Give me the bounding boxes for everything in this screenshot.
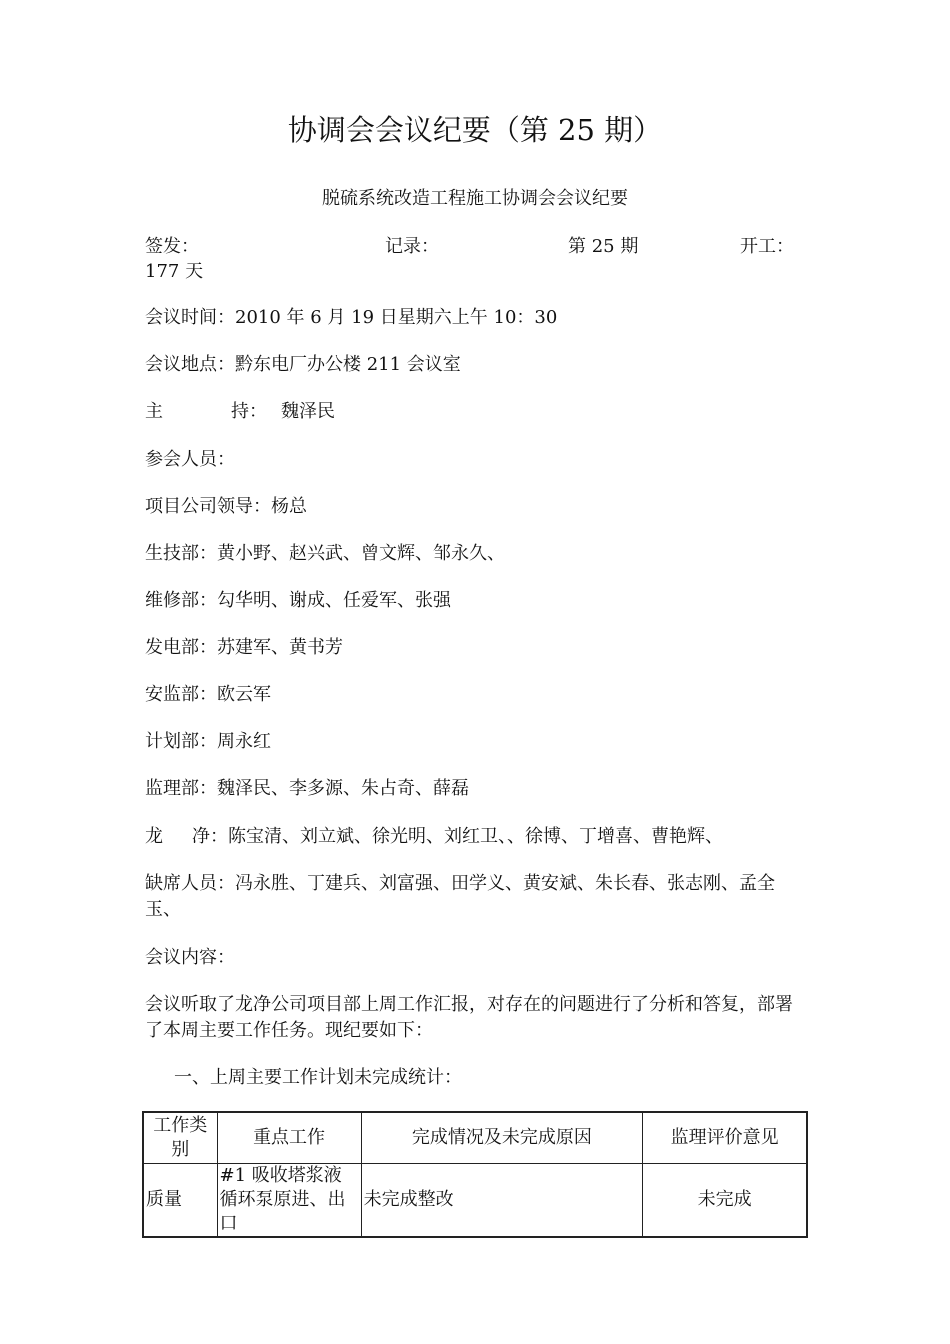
header-cell: 完成情况及未完成原因 [361, 1112, 643, 1164]
meeting-place: 会议地点：黔东电厂办公楼 211 会议室 [145, 354, 461, 375]
table-cell: 质量 [143, 1164, 217, 1238]
attendee-line: 发电部：苏建军、黄书芳 [145, 637, 343, 658]
table-header-row [143, 1112, 807, 1164]
longjing-line: 净：陈宝清、刘立斌、徐光明、刘红卫、、徐博、丁增喜、曹艳辉、 [192, 826, 723, 847]
host-label-1: 主 [145, 401, 163, 422]
page-title: 协调会会议纪要（第 25 期） [287, 113, 663, 147]
host-name: 魏泽民 [281, 401, 335, 422]
longjing-label-1: 龙 [145, 826, 163, 847]
meeting-time: 会议时间：2010 年 6 月 19 日星期六上午 10：30 [145, 307, 558, 328]
attendee-line: 项目公司领导：杨总 [145, 496, 307, 517]
attendee-line: 安监部：欧云军 [145, 684, 271, 705]
sign-label: 签发： [145, 236, 199, 257]
work-plan-table [142, 1111, 808, 1238]
header-cell: 重点工作 [217, 1112, 361, 1164]
issue-number: 第 25 期 [568, 236, 639, 257]
attendee-line: 计划部：周永红 [145, 731, 271, 752]
page-subtitle: 脱硫系统改造工程施工协调会会议纪要 [322, 188, 628, 209]
table-row [143, 1164, 807, 1238]
days-count: 177 天 [145, 261, 204, 282]
start-label: 开工： [740, 236, 794, 257]
attendee-line: 维修部：勾华明、谢成、任爱军、张强 [145, 590, 451, 611]
table-cell: #1 吸收塔浆液循环泵原进、出口 [217, 1164, 361, 1238]
host-label-2: 持： [231, 401, 267, 422]
table-cell: 未完成整改 [361, 1164, 643, 1238]
record-label: 记录： [385, 236, 439, 257]
table-cell: 未完成 [643, 1164, 807, 1238]
header-cell: 监理评价意见 [643, 1112, 807, 1164]
absent-line: 缺席人员：冯永胜、丁建兵、刘富强、田学义、黄安斌、朱长春、张志刚、孟全玉、 [145, 873, 775, 920]
content-label: 会议内容： [145, 947, 235, 968]
content-text: 会议听取了龙净公司项目部上周工作汇报，对存在的问题进行了分析和答复，部署了本周主要工作任务。现纪要如下： [145, 994, 793, 1041]
header-cell: 工作类别 [143, 1112, 217, 1164]
attendee-line: 生技部：黄小野、赵兴武、曾文辉、邹永久、 [145, 543, 505, 564]
section-heading: 一、上周主要工作计划未完成统计： [174, 1067, 462, 1088]
attendees-label: 参会人员： [145, 449, 235, 470]
attendee-line: 监理部：魏泽民、李多源、朱占奇、薛磊 [145, 778, 469, 799]
